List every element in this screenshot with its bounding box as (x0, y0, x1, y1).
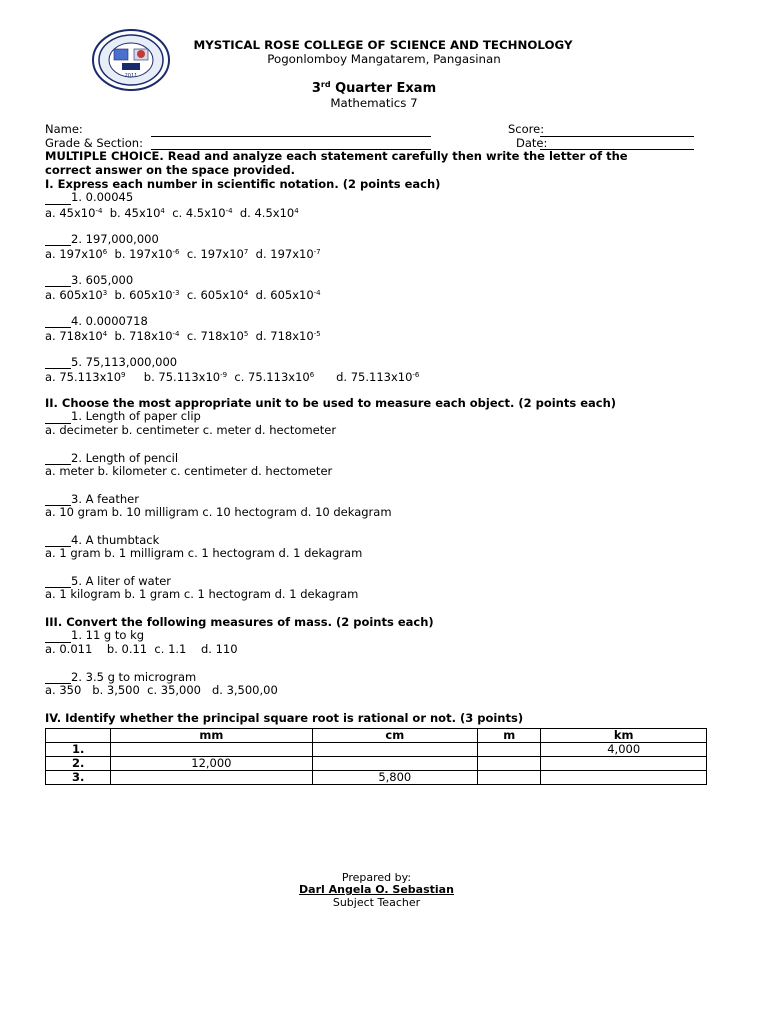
p2-q5: 5. A liter of water (45, 575, 715, 589)
table-cell: 4,000 (541, 743, 707, 757)
school-name: MYSTICAL ROSE COLLEGE OF SCIENCE AND TECHNOLOGY (193, 38, 573, 52)
teacher-role: Subject Teacher (332, 896, 421, 909)
p2-a3: a. 10 gram b. 10 milligram c. 10 hectogram d. 10 dekagram (45, 505, 392, 520)
answer-blank[interactable] (45, 317, 71, 328)
instructions: MULTIPLE CHOICE. Read and analyze each statement carefully then write the letter of the (45, 149, 628, 164)
name-score-row (45, 123, 715, 137)
table-row (46, 757, 707, 771)
table-cell[interactable] (541, 771, 707, 785)
table-cell: 12,000 (111, 757, 312, 771)
answer-blank[interactable] (45, 358, 71, 369)
table-cell[interactable] (478, 743, 541, 757)
p3-q2: 2. 3.5 g to microgram (45, 671, 715, 685)
p1-a1: a. $45x10^{-4}$ b. $45x10^4$ c. $4.5x10^{-4}$ d. $4.5x10^4$ (45, 206, 299, 221)
p2-q2: 2. Length of pencil (45, 452, 715, 466)
table-cell[interactable] (312, 757, 478, 771)
table-row (46, 771, 707, 785)
table-header-row (46, 729, 707, 743)
p2-q3: 3. A feather (45, 493, 715, 507)
p1-a5: a. $75.113x10^9$ b. $75.113x10^{-9}$ c. $75.113x10^6$ d. $75.113x10^{-6}$ (45, 370, 420, 385)
p1-q4: 4. 0.0000718 (45, 315, 715, 329)
table-header: cm (312, 729, 478, 743)
grade-date-row (45, 137, 715, 151)
table-cell[interactable] (111, 771, 312, 785)
part1-heading: I. Express each number in scientific notation. (2 points each) (45, 176, 441, 191)
table-cell: 1. (46, 743, 111, 757)
score-field[interactable] (540, 123, 694, 137)
p3-a1: a. 0.011 b. 0.11 c. 1.1 d. 110 (45, 642, 238, 657)
p2-a4: a. 1 gram b. 1 milligram c. 1 hectogram d. 1 dekagram (45, 546, 363, 561)
p2-q1: 1. Length of paper clip (45, 410, 715, 424)
school-address: Pogonlomboy Mangatarem, Pangasinan (267, 52, 501, 66)
name-field[interactable] (151, 123, 431, 137)
name-label: Name: (45, 122, 83, 136)
p1-q5: 5. 75,113,000,000 (45, 356, 715, 370)
exam-body (45, 123, 715, 725)
part3-heading: III. Convert the following measures of mass. (2 points each) (45, 614, 434, 629)
table-cell[interactable] (478, 771, 541, 785)
date-label: Date: (516, 135, 548, 150)
table-header: m (478, 729, 541, 743)
table-cell[interactable] (111, 743, 312, 757)
score-label: Score: (508, 122, 545, 136)
grade-field[interactable] (151, 137, 431, 151)
answer-blank[interactable] (45, 194, 71, 205)
teacher-name: Darl Angela O. Sebastian (299, 883, 454, 896)
p1-a2: a. $197x10^6$ b. $197x10^{-6}$ c. $197x10^7$ d. $197x10^{-7}$ (45, 247, 321, 262)
table-header: km (541, 729, 707, 743)
table-cell[interactable] (312, 743, 478, 757)
table-cell[interactable] (478, 757, 541, 771)
exam-title: 3rd Quarter Exam (311, 80, 437, 96)
table-header: mm (111, 729, 312, 743)
part2-heading: II. Choose the most appropriate unit to be used to measure each object. (2 points each) (45, 395, 617, 410)
p1-q3: 3. 605,000 (45, 274, 715, 288)
p1-q2: 2. 197,000,000 (45, 233, 715, 247)
answer-blank[interactable] (45, 276, 71, 287)
p2-a2: a. meter b. kilometer c. centimeter d. hectometer (45, 464, 333, 479)
svg-text:2011: 2011 (124, 73, 138, 79)
p2-a1: a. decimeter b. centimeter c. meter d. hectometer (45, 423, 337, 438)
table-header (46, 729, 111, 743)
grade-label: Grade & Section: (45, 135, 143, 150)
table-cell: 3. (46, 771, 111, 785)
p3-a2: a. 350 b. 3,500 c. 35,000 d. 3,500,00 (45, 683, 278, 698)
answer-blank[interactable] (45, 235, 71, 246)
table-cell: 5,800 (312, 771, 478, 785)
p2-a5: a. 1 kilogram b. 1 gram c. 1 hectogram d. 1 dekagram (45, 587, 359, 602)
exam-subject: Mathematics 7 (330, 96, 418, 110)
table-cell: 2. (46, 757, 111, 771)
p1-a4: a. $718x10^4$ b. $718x10^{-4}$ c. $718x10^5$ d. $718x10^{-5}$ (45, 329, 321, 344)
table-cell[interactable] (541, 757, 707, 771)
p2-q4: 4. A thumbtack (45, 534, 715, 548)
conversion-table (45, 728, 707, 785)
table-row (46, 743, 707, 757)
date-field[interactable] (540, 137, 694, 151)
p3-q1: 1. 11 g to kg (45, 629, 715, 643)
p1-a3: a. $605x10^3$ b. $605x10^{-3}$ c. $605x10^4$ d. $605x10^{-4}$ (45, 288, 321, 303)
prepared-by-label: Prepared by: (341, 871, 412, 884)
p1-q1: 1. 0.00045 (45, 191, 715, 205)
part4-heading: IV. Identify whether the principal square root is rational or not. (3 points) (45, 710, 524, 725)
instructions-cont: correct answer on the space provided. (45, 163, 295, 178)
